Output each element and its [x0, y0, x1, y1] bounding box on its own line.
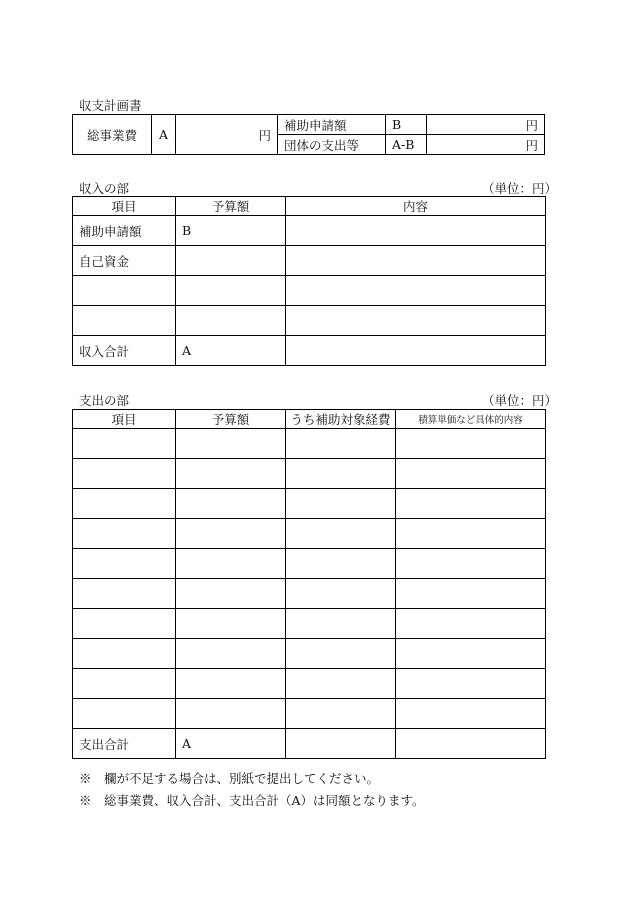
expense-subsidy-cell[interactable] [286, 549, 396, 579]
note-insufficient-space: ※ 欄が不足する場合は、別紙で提出してください。 [79, 771, 380, 786]
table-row [73, 216, 546, 246]
table-row [73, 306, 546, 336]
expense-detail-cell[interactable] [396, 699, 546, 729]
table-row [73, 246, 546, 276]
total-cost-unit: 円 [258, 127, 271, 143]
expense-amount-cell[interactable] [176, 549, 286, 579]
expense-item-cell[interactable] [73, 429, 176, 459]
expense-detail-cell[interactable] [396, 579, 546, 609]
income-content-cell[interactable] [286, 246, 546, 276]
income-header-amount: 予算額 [176, 197, 286, 216]
expense-header-detail: 積算単価など具体的内容 [396, 410, 546, 429]
expense-item-cell[interactable] [73, 639, 176, 669]
income-item-cell[interactable] [73, 306, 176, 336]
expense-item-cell[interactable] [73, 609, 176, 639]
expense-detail-cell[interactable] [396, 729, 546, 759]
table-row [73, 549, 546, 579]
group-expense-mark: A-B [385, 134, 427, 155]
subsidy-request-value[interactable] [426, 114, 545, 135]
table-row [73, 336, 546, 366]
subsidy-request-mark: B [385, 114, 427, 135]
expense-detail-cell[interactable] [396, 609, 546, 639]
income-header-item: 項目 [73, 197, 176, 216]
income-item-cell: 収入合計 [73, 336, 176, 366]
expense-header-amount: 予算額 [176, 410, 286, 429]
expense-item-cell[interactable] [73, 669, 176, 699]
expense-detail-cell[interactable] [396, 429, 546, 459]
expense-header-subsidy: うち補助対象経費 [286, 410, 396, 429]
expense-item-cell[interactable] [73, 549, 176, 579]
expense-subsidy-cell[interactable] [286, 579, 396, 609]
expense-detail-cell[interactable] [396, 489, 546, 519]
income-amount-cell[interactable]: B [176, 216, 286, 246]
expense-amount-cell[interactable] [176, 459, 286, 489]
table-row [73, 639, 546, 669]
table-row [73, 459, 546, 489]
income-header-content: 内容 [286, 197, 546, 216]
table-row [73, 729, 546, 759]
expense-detail-cell[interactable] [396, 639, 546, 669]
expense-detail-cell[interactable] [396, 519, 546, 549]
expense-header-item: 項目 [73, 410, 176, 429]
expense-unit-note: （単位：円） [482, 393, 558, 408]
expense-detail-cell[interactable] [396, 459, 546, 489]
expense-subsidy-cell[interactable] [286, 669, 396, 699]
expense-subsidy-cell[interactable] [286, 729, 396, 759]
income-item-cell[interactable] [73, 276, 176, 306]
subsidy-request-unit: 円 [525, 117, 538, 133]
expense-amount-cell[interactable] [176, 519, 286, 549]
income-item-cell: 自己資金 [73, 246, 176, 276]
expense-item-cell[interactable] [73, 699, 176, 729]
expense-item-cell[interactable] [73, 459, 176, 489]
expense-amount-cell[interactable] [176, 699, 286, 729]
income-heading: 収入の部 [79, 181, 130, 196]
expense-amount-cell[interactable]: A [176, 729, 286, 759]
expense-table [72, 409, 546, 759]
expense-subsidy-cell[interactable] [286, 429, 396, 459]
group-expense-label: 団体の支出等 [277, 134, 386, 155]
expense-amount-cell[interactable] [176, 429, 286, 459]
income-item-cell: 補助申請額 [73, 216, 176, 246]
income-amount-cell[interactable] [176, 306, 286, 336]
expense-item-cell[interactable] [73, 579, 176, 609]
expense-subsidy-cell[interactable] [286, 489, 396, 519]
expense-amount-cell[interactable] [176, 579, 286, 609]
subsidy-request-label: 補助申請額 [277, 114, 386, 135]
expense-amount-cell[interactable] [176, 639, 286, 669]
table-row [73, 609, 546, 639]
note-equal-amounts: ※ 総事業費、収入合計、支出合計（A）は同額となります。 [79, 793, 425, 808]
table-row [73, 699, 546, 729]
income-amount-cell[interactable] [176, 246, 286, 276]
expense-header-row [73, 410, 546, 429]
total-cost-label: 総事業費 [72, 114, 152, 155]
expense-amount-cell[interactable] [176, 489, 286, 519]
income-amount-cell[interactable] [176, 276, 286, 306]
income-amount-cell[interactable]: A [176, 336, 286, 366]
table-row [73, 489, 546, 519]
expense-subsidy-cell[interactable] [286, 459, 396, 489]
income-content-cell[interactable] [286, 276, 546, 306]
expense-subsidy-cell[interactable] [286, 639, 396, 669]
income-header-row [73, 197, 546, 216]
income-content-cell[interactable] [286, 306, 546, 336]
expense-item-cell: 支出合計 [73, 729, 176, 759]
table-row [73, 429, 546, 459]
table-row [73, 519, 546, 549]
table-row [73, 579, 546, 609]
expense-heading: 支出の部 [79, 393, 130, 408]
expense-subsidy-cell[interactable] [286, 519, 396, 549]
table-row [73, 276, 546, 306]
income-table [72, 196, 546, 366]
expense-item-cell[interactable] [73, 489, 176, 519]
document-title: 収支計画書 [79, 98, 142, 113]
total-cost-mark: A [151, 114, 176, 155]
group-expense-value[interactable] [426, 134, 545, 155]
expense-amount-cell[interactable] [176, 609, 286, 639]
expense-detail-cell[interactable] [396, 669, 546, 699]
income-unit-note: （単位：円） [482, 181, 558, 196]
expense-subsidy-cell[interactable] [286, 609, 396, 639]
income-content-cell[interactable] [286, 336, 546, 366]
total-cost-value[interactable] [175, 114, 278, 155]
expense-subsidy-cell[interactable] [286, 699, 396, 729]
expense-item-cell[interactable] [73, 519, 176, 549]
income-content-cell[interactable] [286, 216, 546, 246]
table-row [73, 669, 546, 699]
expense-amount-cell[interactable] [176, 669, 286, 699]
expense-detail-cell[interactable] [396, 549, 546, 579]
group-expense-unit: 円 [525, 137, 538, 153]
